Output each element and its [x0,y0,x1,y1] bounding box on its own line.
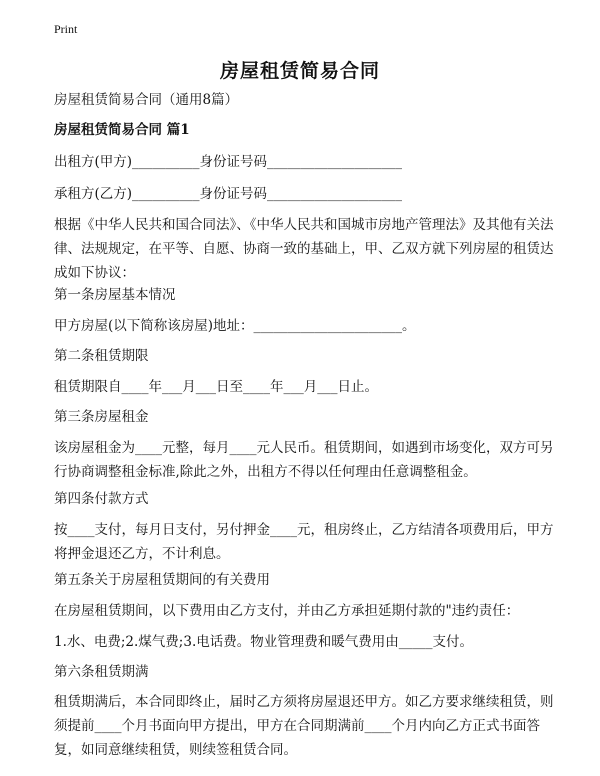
article-3-text: 该房屋租金为____元整，每月____元人民币。租赁期间，如遇到市场变化，双方可另行协商调整租金标准,除此之外，出租方不得以任何理由任意调整租金。 [54,440,554,480]
article-1-title: 第一条房屋基本情况 [54,287,176,303]
lessee-line: 承租方(乙方)__________身份证号码____________________ [54,186,403,202]
document-subtitle: 房屋租赁简易合同（通用8篇） [54,92,239,108]
article-6-text: 租赁期满后，本合同即终止，届时乙方须将房屋退还甲方。如乙方要求继续租赁，则须提前____个月书面向甲方提出，甲方在合同期满前____个月内向乙方正式书面答复，如同意继续租赁，则续签租赁合同。 [54,694,554,758]
article-1-text: 甲方房屋(以下简称该房屋)地址：______________________。 [54,318,416,334]
article-4-title: 第四条付款方式 [54,491,149,507]
lessor-line: 出租方(甲方)__________身份证号码____________________ [54,154,403,170]
article-4-text: 按____支付，每月日支付，另付押金____元，租房终止，乙方结清各项费用后，甲方将押金退还乙方，不计利息。 [54,522,554,562]
article-6-title: 第六条租赁期满 [54,664,149,680]
article-5-title: 第五条关于房屋租赁期间的有关费用 [54,572,270,588]
intro-paragraph: 根据《中华人民共和国合同法》、《中华人民共和国城市房地产管理法》及其他有关法律、法规规定，在平等、自愿、协商一致的基础上，甲、乙双方就下列房屋的租赁达成如下协议： [54,217,554,281]
article-2-text: 租赁期限自____年___月___日至____年___月___日止。 [54,379,378,395]
article-3-title: 第三条房屋租金 [54,409,149,425]
page-title: 房屋租赁简易合同 [219,60,380,82]
article-2-title: 第二条租赁期限 [54,348,149,364]
part-heading: 房屋租赁简易合同 篇1 [54,122,190,138]
article-5-text: 在房屋租赁期间，以下费用由乙方支付，并由乙方承担延期付款的"违约责任： [54,603,520,619]
article-5-items: 1.水、电费;2.煤气费;3.电话费。物业管理费和暖气费用由_____支付。 [54,634,473,650]
print-label[interactable]: Print [54,22,78,36]
